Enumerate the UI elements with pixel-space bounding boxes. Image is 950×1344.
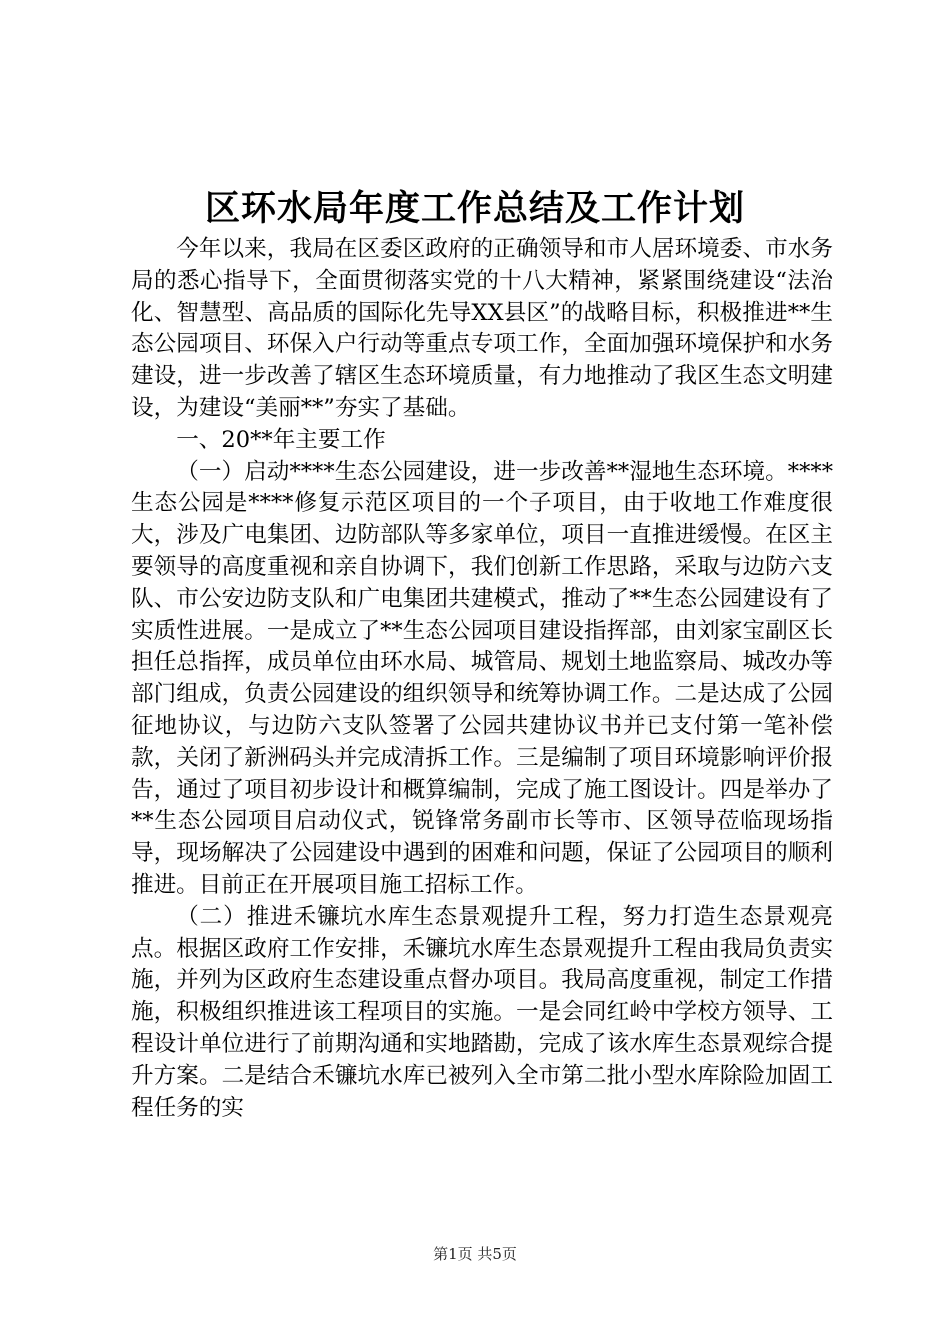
page-number-footer: 第1页 共5页 [433,1245,517,1263]
section-heading: 一、20**年主要工作 [176,426,386,453]
body-paragraph-2: （二）推进禾镰坑水库生态景观提升工程，努力打造生态景观亮点。根据区政府工作安排，禾镰坑水库生态景观提升工程由我局负责实施，并列为区政府生态建设重点督办项目。我局高度重视，制定工作措施，积极组织推进该工程项目的实施。一是会同红岭中学校方领导、工程设计单位进行了前期沟通和实地踏勘，完成了该水库生态景观综合提升方案。二是结合禾镰坑水库已被列入全市第二批小型水库除险加固工程任务的实 [131,903,833,1121]
intro-paragraph: 今年以来，我局在区委区政府的正确领导和市人居环境委、市水务局的悉心指导下，全面贯彻落实党的十八大精神，紧紧围绕建设“法治化、智慧型、高品质的国际化先导XX县区”的战略目标，积极推进**生态公园项目、环保入户行动等重点专项工作，全面加强环境保护和水务建设，进一步改善了辖区生态环境质量，有力地推动了我区生态文明建设，为建设“美丽**”夯实了基础。 [131,236,833,421]
document-body [131,234,833,1124]
document-title: 区环水局年度工作总结及工作计划 [204,188,745,229]
body-paragraph-1: （一）启动****生态公园建设，进一步改善**湿地生态环境。****生态公园是****修复示范区项目的一个子项目，由于收地工作难度很大，涉及广电集团、边防部队等多家单位，项目一直推进缓慢。在区主要领导的高度重视和亲自协调下，我们创新工作思路，采取与边防六支队、市公安边防支队和广电集团共建模式，推动了**生态公园建设有了实质性进展。一是成立了**生态公园项目建设指挥部，由刘家宝副区长担任总指挥，成员单位由环水局、城管局、规划土地监察局、城改办等部门组成，负责公园建设的组织领导和统筹协调工作。二是达成了公园征地协议，与边防六支队签署了公园共建协议书并已支付第一笔补偿款，关闭了新洲码头并完成清拆工作。三是编制了项目环境影响评价报告，通过了项目初步设计和概算编制，完成了施工图设计。四是举办了**生态公园项目启动仪式，锐锋常务副市长等市、区领导莅临现场指导，现场解决了公园建设中遇到的困难和问题，保证了公园项目的顺利推进。目前正在开展项目施工招标工作。 [131,458,833,898]
